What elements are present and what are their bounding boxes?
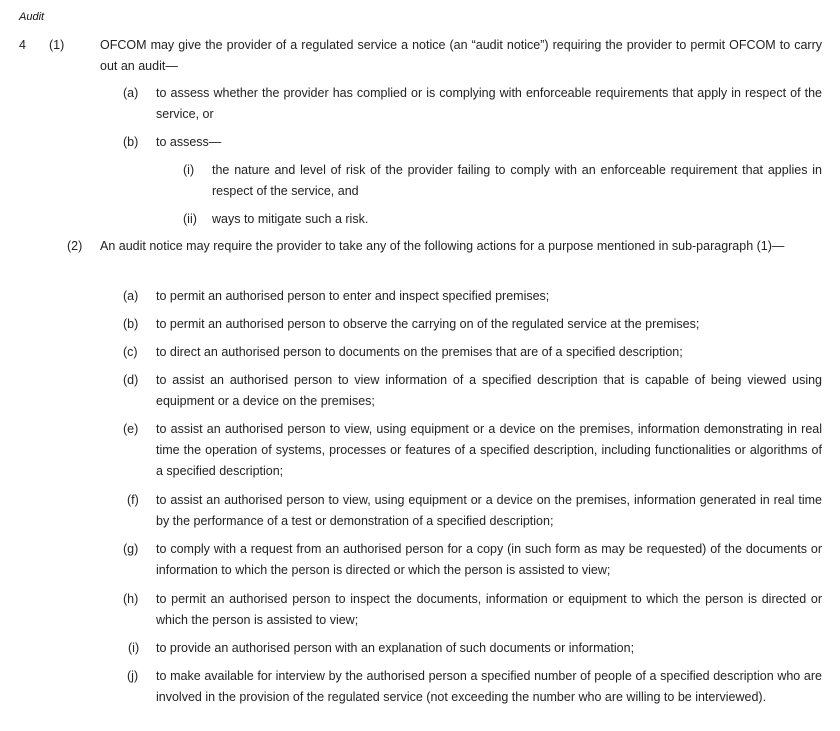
section-heading: Audit <box>19 11 45 23</box>
item-1a-text: to assess whether the provider has complied or is complying with enforceable requirements that apply in respect of the service, or <box>156 86 822 121</box>
item-2f-text: to assist an authorised person to view, using equipment or a device on the premises, information generated in real time by the performance of a test or demonstration of a specified description; <box>156 493 822 528</box>
item-1b-label: (b) <box>123 135 139 149</box>
item-1b-text: to assess— <box>156 135 222 149</box>
subparagraph-1-label: (1) <box>49 38 65 52</box>
subparagraph-2-text: An audit notice may require the provider to take any of the following actions for a purpose mentioned in sub-paragraph (1)— <box>100 239 785 253</box>
item-2j-text: to make available for interview by the authorised person a specified number of people of a specified description who are involved in the provision of the regulated service (not exceeding the number who are willing to be interviewed). <box>156 669 822 704</box>
item-1a-label: (a) <box>123 86 139 100</box>
subitem-i-label: (i) <box>183 163 195 177</box>
item-2j-label: (j) <box>127 669 139 683</box>
item-2i-label: (i) <box>128 641 140 655</box>
item-2d-text: to assist an authorised person to view information of a specified description that is capable of being viewed using equipment or a device on the premises; <box>156 373 822 408</box>
item-2b-text: to permit an authorised person to observe the carrying on of the regulated service at the premises; <box>156 317 700 331</box>
item-2a-label: (a) <box>123 289 139 303</box>
subitem-i-text: the nature and level of risk of the provider failing to comply with an enforceable requirement that applies in respect of the service, and <box>212 163 822 198</box>
subparagraph-1-text: OFCOM may give the provider of a regulated service a notice (an “audit notice”) requiring the provider to permit OFCOM to carry out an audit— <box>100 38 822 73</box>
subitem-ii-label: (ii) <box>183 212 197 226</box>
paragraph-number: 4 <box>19 38 26 52</box>
item-2a-text: to permit an authorised person to enter and inspect specified premises; <box>156 289 550 303</box>
item-2i-text: to provide an authorised person with an explanation of such documents or information; <box>156 641 635 655</box>
item-2f-label: (f) <box>127 493 139 507</box>
subitem-ii-text: ways to mitigate such a risk. <box>212 212 369 226</box>
item-2c-label: (c) <box>123 345 138 359</box>
subparagraph-2-label: (2) <box>67 239 83 253</box>
item-2c-text: to direct an authorised person to documents on the premises that are of a specified description; <box>156 345 683 359</box>
item-2h-text: to permit an authorised person to inspect the documents, information or equipment to which the person is directed or which the person is assisted to view; <box>156 592 822 627</box>
item-2e-text: to assist an authorised person to view, using equipment or a device on the premises, information demonstrating in real time the operation of systems, processes or features of a specified description, including functionalities or algorithms of a specified description; <box>156 422 822 478</box>
item-2g-text: to comply with a request from an authorised person for a copy (in such form as may be requested) of the documents or information to which the person is directed or which the person is assisted to view; <box>156 542 822 577</box>
item-2e-label: (e) <box>123 422 139 436</box>
item-2g-label: (g) <box>123 542 139 556</box>
item-2d-label: (d) <box>123 373 139 387</box>
item-2b-label: (b) <box>123 317 139 331</box>
item-2h-label: (h) <box>123 592 139 606</box>
